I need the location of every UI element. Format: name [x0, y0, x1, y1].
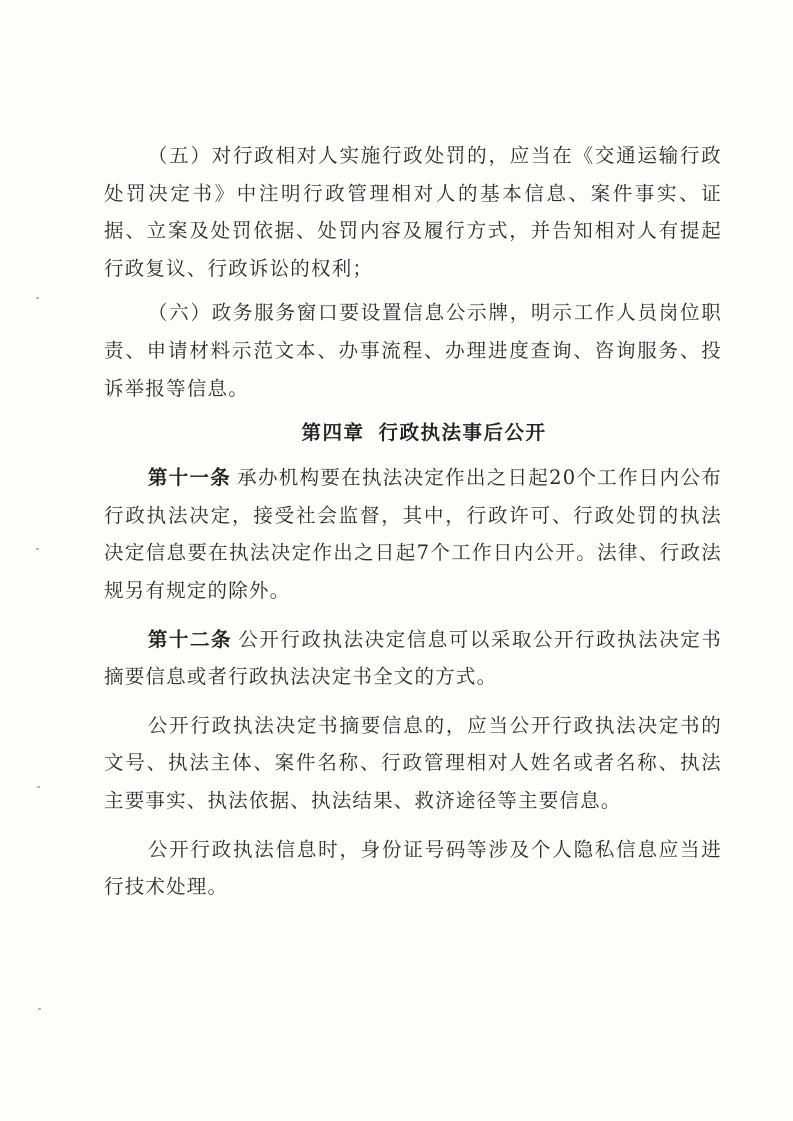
article-12-heading: 第十二条 [147, 627, 233, 651]
chapter-heading [104, 414, 722, 452]
scan-mark [36, 548, 39, 550]
chapter-title: 行政执法事后公开 [378, 421, 547, 445]
chapter-number: 第四章 [301, 421, 365, 445]
article-11-heading: 第十一条 [147, 466, 232, 490]
document-body [104, 137, 722, 906]
article-11-text: 承办机构要在执法决定作出之日起20个工作日内公布行政执法决定，接受社会监督，其中，行政许可、行政处罚的执法决定信息要在执法决定作出之日起7个工作日内公开。法律、行政法规另有规定的除外。 [104, 466, 722, 602]
article-11 [104, 459, 722, 609]
paragraph-item-6: （六）政务服务窗口要设置信息公示牌，明示工作人员岗位职责、申请材料示范文本、办事流程、办理进度查询、咨询服务、投诉举报等信息。 [104, 301, 722, 400]
paragraph-privacy: 公开行政执法信息时，身份证号码等涉及个人隐私信息应当进行技术处理。 [104, 837, 722, 899]
paragraph-item-5: （五）对行政相对人实施行政处罚的，应当在《交通运输行政处罚决定书》中注明行政管理相对人的基本信息、案件事实、证据、立案及处罚依据、处罚内容及履行方式，并告知相对人有提起行政复议、行政诉讼的权利； [104, 144, 722, 280]
scan-mark [36, 297, 39, 299]
article-12-text: 公开行政执法决定信息可以采取公开行政执法决定书摘要信息或者行政执法决定书全文的方式。 [104, 627, 722, 689]
article-12 [104, 621, 722, 696]
scan-mark [38, 1008, 41, 1010]
paragraph-summary-info: 公开行政执法决定书摘要信息的，应当公开行政执法决定书的文号、执法主体、案件名称、行政管理相对人姓名或者名称、执法主要事实、执法依据、执法结果、救济途径等主要信息。 [104, 713, 722, 812]
scan-mark [37, 786, 40, 788]
